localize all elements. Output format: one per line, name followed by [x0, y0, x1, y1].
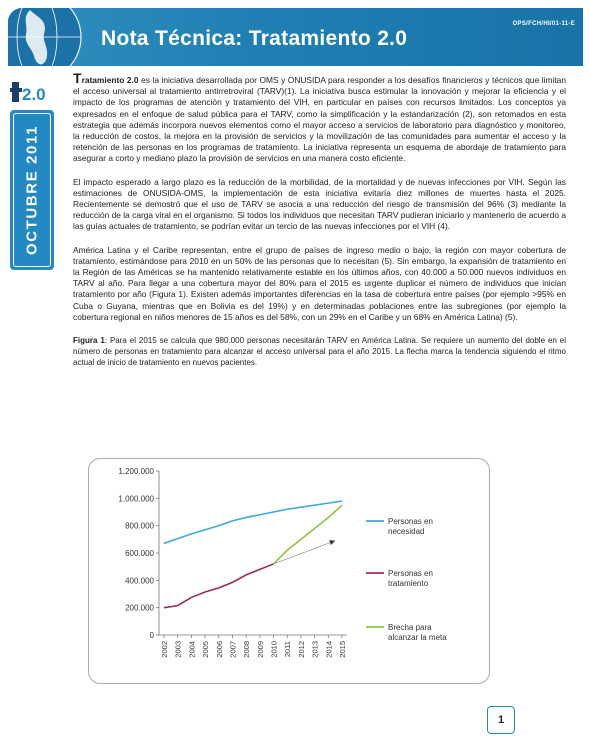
x-tick-label: 2014 — [324, 641, 334, 658]
main-content — [73, 70, 567, 368]
x-tick-label: 2011 — [283, 641, 293, 658]
legend-label: necesidad — [388, 527, 425, 536]
paragraph-impact: El impacto esperado a largo plazo es la reducción de la morbilidad, de la mortalidad y de nuevas infecciones por VIH. Según las estimaciones de ONUSIDA-OMS, la implementación de esta iniciativa evitaría diez millones de muertes hasta el 2025. Recientemente se demostró que el uso de TARV se asocia a una reducción del riesgo de transmisión del 96% (3) mediante la reducción de la carga viral en el organismo. Si todos los individuos que necesitan TARV pudieran iniciarlo y mantenerlo de acuerdo a las guías actuales de tratamiento, se podrían evitar un tercio de las nuevas infecciones por el VIH (4). — [73, 176, 567, 232]
date-sidebar — [10, 110, 54, 270]
y-tick-label: 1.200.000 — [118, 467, 154, 476]
y-tick-label: 200.000 — [125, 603, 154, 613]
legend-label: alcanzar la meta — [388, 633, 447, 642]
tratamiento-logo-icon — [10, 80, 52, 104]
x-tick-label: 2015 — [338, 641, 347, 658]
globe-icon — [8, 8, 85, 66]
figure-text: : Para el 2015 se calcula que 980.000 personas necesitarán TARV en América Latina. Se requiere un aumento del doble en el número de personas en tratamiento para alcanzar el acceso universal para el año 2015. La flecha marca la tendencia siguiendo el ritmo actual de inicio de tratamiento en nuevos pacientes. — [73, 336, 566, 368]
x-tick-label: 2002 — [160, 641, 169, 658]
line-chart — [89, 459, 489, 683]
intro-text: es la iniciativa desarrollada por OMS y ONUSIDA para responder a los desafíos financieros y técnicos que limitan el acceso universal al tratamiento antirretroviral (TARV)(1). La iniciativa busca estimular la innovación y mejorar la eficiencia y el impacto de los programas de atención y tratamiento del VIH, en particular en países con recursos limitados. Los conceptos ya expresados en el enfoque de salud pública para el TARV, como la simplificación y la estandarización (2), son retomados en esta estrategia que además incorpora nuevos elementos como el mayor acceso a servicios de laboratorio para diagnóstico y monitoreo, la reducción de costos, la mejora en la provisión de servicios y la movilización de las comunidades para aumentar el acceso y la retención de las personas en los programas de tratamiento. La iniciativa representa un esquema de abordaje de tratamiento para asegurar a corto y mediano plazo la provisión de servicios en una manera costo eficiente. — [73, 75, 566, 164]
legend-label: Personas en — [388, 569, 433, 578]
figure-label: Figura 1 — [73, 336, 105, 346]
date-label: OCTUBRE 2011 — [23, 124, 41, 256]
y-tick-label: 1.000.000 — [118, 494, 154, 504]
series-line-personas-en-tratamiento — [164, 564, 274, 608]
figure-1-chart — [88, 458, 490, 684]
x-tick-label: 2004 — [187, 641, 197, 658]
drop-cap: T — [73, 70, 82, 86]
x-tick-label: 2009 — [255, 641, 265, 658]
series-line-brecha-para-alcanzar-la-meta — [274, 505, 342, 564]
x-tick-label: 2008 — [242, 641, 252, 658]
y-tick-label: 600.000 — [125, 549, 154, 558]
series-line-personas-en-necesidad — [164, 501, 342, 543]
x-tick-label: 2006 — [214, 641, 224, 658]
legend-label: Personas en — [388, 517, 433, 526]
paragraph-intro — [73, 70, 566, 165]
x-tick-label: 2003 — [173, 641, 183, 658]
y-tick-label: 0 — [149, 631, 154, 640]
paragraph-latin-america: América Latina y el Caribe representan, entre el grupo de países de ingreso medio o bajo, la región con mayor cobertura de tratamiento, estimándose para 2010 en un 50% de las personas que lo necesitan (5). Sin embargo, la expansión de tratamiento en la Región de las Américas se ha mantenido relativamente estable en los últimos años, con 40.000 a 50.000 nuevos individuos en TARV al año. Para llegar a una cobertura mayor del 80% para el 2015 es urgente duplicar el número de individuos que inician tratamiento por año (Figura 1). Existen además importantes diferencias en la tasa de cobertura entre países (por ejemplo >95% en Cuba o Guyana, mientras que en Bolivia es del 19%) y en determinadas poblaciones entre las subregiones (por ejemplo la cobertura regional en niños menores de 15 años es del 58%, con un 29% en el Caribe y un 68% en América Latina) (5). — [73, 244, 566, 322]
trend-arrow-line — [274, 541, 336, 564]
x-tick-label: 2012 — [296, 641, 306, 658]
figure-caption — [73, 335, 566, 368]
x-tick-label: 2010 — [269, 641, 279, 658]
x-tick-label: 2007 — [228, 641, 238, 658]
x-tick-label: 2005 — [201, 641, 211, 658]
x-tick-label: 2013 — [310, 641, 320, 658]
legend-label: Brecha para — [388, 623, 432, 632]
header-banner — [8, 8, 583, 66]
y-tick-label: 800.000 — [125, 521, 154, 531]
logo-text: 2.0 — [22, 85, 46, 104]
legend-label: tratamiento — [388, 579, 429, 588]
document-code: OPS/FCH/HI/01-11-E — [512, 21, 575, 27]
intro-lead: ratamiento 2.0 — [81, 75, 139, 85]
y-tick-label: 400.000 — [125, 576, 154, 586]
page-title: Nota Técnica: Tratamiento 2.0 — [101, 27, 408, 50]
page-number: 1 — [487, 706, 515, 734]
